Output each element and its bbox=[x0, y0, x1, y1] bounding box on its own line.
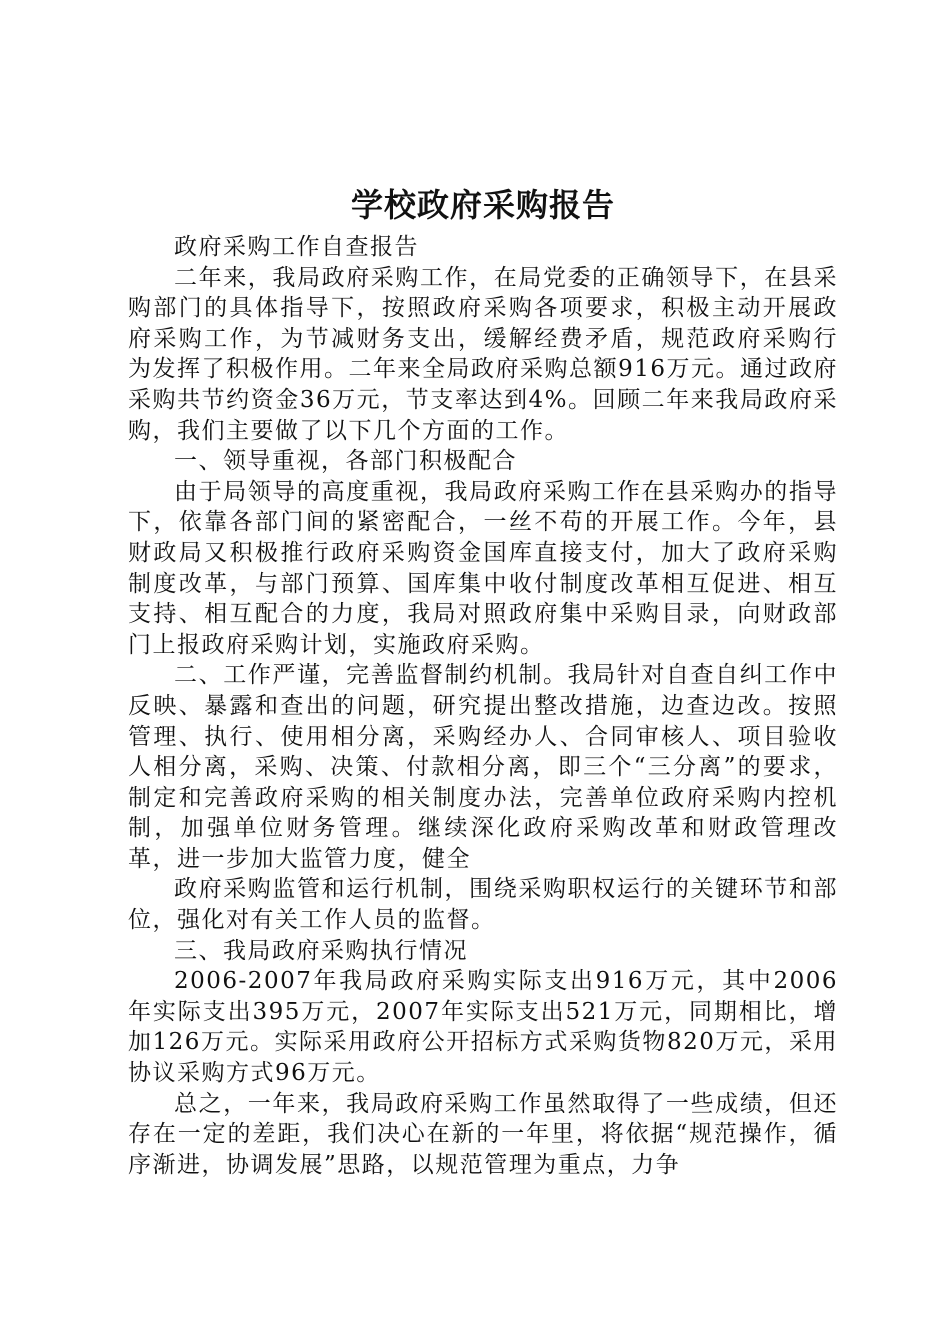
paragraph-subtitle: 政府采购工作自查报告 bbox=[174, 234, 419, 260]
paragraph-section-2: 二、工作严谨，完善监督制约机制。我局针对自查自纠工作中反映、暴露和查出的问题，研究提出整改措施，边查边改。按照管理、执行、使用相分离，采购经办人、合同审核人、项目验收人相分离，采购、决策、付款相分离，即三个“三分离”的要求，制定和完善政府采购的相关制度办法，完善单位政府采购内控机制，加强单位财务管理。继续深化政府采购改革和财政管理改革，进一步加大监管力度，健全 bbox=[128, 662, 838, 872]
section-heading-1: 一、领导重视，各部门积极配合 bbox=[174, 448, 517, 475]
paragraph-intro: 二年来，我局政府采购工作，在局党委的正确领导下，在县采购部门的具体指导下，按照政府采购各项要求，积极主动开展政府采购工作，为节减财务支出，缓解经费矛盾，规范政府采购行为发挥了积极作用。二年来全局政府采购总额916万元。通过政府采购共节约资金36万元，节支率达到4%。回顾二年来我局政府采购，我们主要做了以下几个方面的工作。 bbox=[128, 264, 838, 444]
document-page bbox=[128, 180, 838, 1180]
document-title: 学校政府采购报告 bbox=[350, 186, 615, 224]
paragraph-conclusion: 总之，一年来，我局政府采购工作虽然取得了一些成绩，但还存在一定的差距，我们决心在新的一年里，将依据“规范操作，循序渐进，协调发展”思路，以规范管理为重点，力争 bbox=[128, 1090, 838, 1178]
paragraph-section-2-continued: 政府采购监管和运行机制，围绕采购职权运行的关键环节和部位，强化对有关工作人员的监督。 bbox=[128, 876, 838, 934]
section-heading-3: 三、我局政府采购执行情况 bbox=[174, 937, 468, 964]
paragraph-section-1: 由于局领导的高度重视，我局政府采购工作在县采购办的指导下，依靠各部门间的紧密配合，一丝不苟的开展工作。今年，县财政局又积极推行政府采购资金国库直接支付，加大了政府采购制度改革，与部门预算、国库集中收付制度改革相互促进、相互支持、相互配合的力度，我局对照政府集中采购目录，向财政部门上报政府采购计划，实施政府采购。 bbox=[128, 478, 838, 658]
paragraph-section-3: 2006-2007年我局政府采购实际支出916万元，其中2006年实际支出395万元，2007年实际支出521万元，同期相比，增加126万元。实际采用政府公开招标方式采购货物820万元，采用协议采购方式96万元。 bbox=[128, 968, 838, 1087]
